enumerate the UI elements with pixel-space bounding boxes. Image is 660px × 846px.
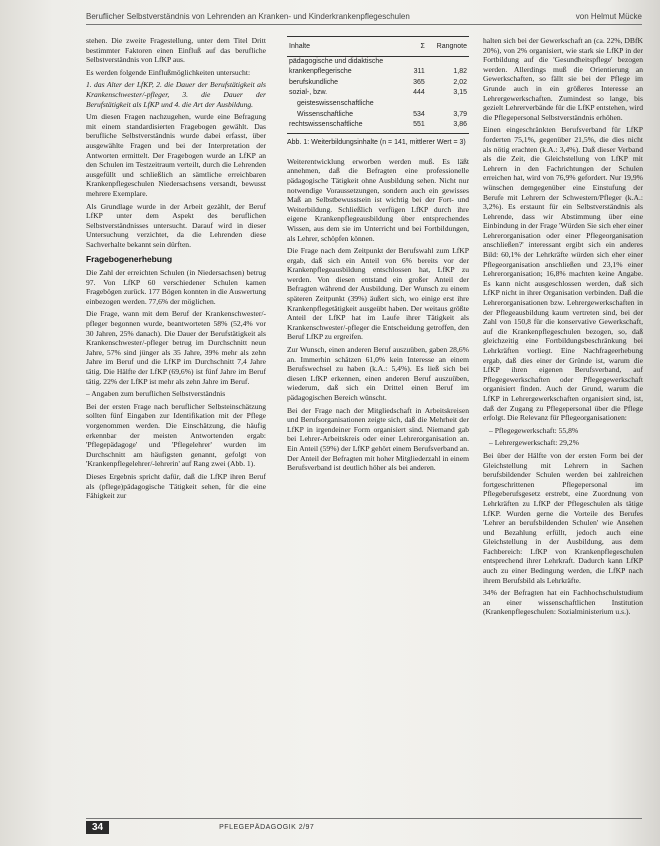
- running-head-author: von Helmut Mücke: [575, 12, 642, 21]
- paragraph: Einen eingeschränkten Berufsverband für LfKP forderten 75,1%, gegenüber 21,5%, die dies nicht als nötig erachten (k.A.: 3,4%). Daß dieser Verband als die Zeit, die Gleichstellung von LfKP mit Lehrern in den Fachrichtungen der Schulen erreichen hat, wird von 76,9% gefordert. Nur 19,9% wünschen demgegenüber eine Einstufung der Berufe mit Lehrern der Schwestern/Pfleger (k.A.: 3,2%). Es erstaunt für ein Selbstverständnis als Lehrende, dass wir Abstimmung über eine Einbindung in der Frage 'Würden Sie sich eher einer Lehrerorganisation oder einer Pflegeorganisation anschließen?' interessant ergibt sich ein anderes Bild: 60,1% der Lehrkräfte würden sich eher einer Pflegeorganisation anschließen und 23,1% einer Lehrerorganisation; 16,8% machten keine Angabe. Es kann nicht ausgeschlossen werden, daß sich LfKP nicht in ihrer Organisation verbinden. Daß die Lehrerorganisationen bzw. Lehrergewerkschaften in der Pflegeausbildung kaum vertreten sind, bei der Zahl von 150,8 für die konservative Gewerkschaft, auf die Krankenpflegeschulen bezogen, so, daß gleichzeitig eine Fortbildungsbeschränkung bei Lehrkräften vorliegt. Eine Nachfrageerhebung ergab, daß dies einer der Gründe ist, warum die LfKP ihren eigenen Berufsverband, auf Pflegegewerkschaften oder Pflegegewerkschaft organisiert finden. Auch der Grund, warum die LfKP in Lehrergewerkschaften organisiert sind, ist, daß der Zugang zu Pflegepersonal über die Pflege erfolgt. Die Relevanz für Pflegeorganisationen:: [483, 125, 643, 423]
- paragraph: 34% der Befragten hat ein Fachhochschulstudium an einer wissenschaftlichen Institution (Krankenpflegeschulen: Sozialministerium u.s.).: [483, 588, 643, 617]
- page-footer: [86, 818, 642, 834]
- paragraph: stehen. Die zweite Fragestellung, unter dem Titel Dritt bestimmter Faktoren einen Einfluß auf das berufliche Selbstverständnis von LfKP aus.: [86, 36, 266, 65]
- table-row: [287, 110, 469, 121]
- table-cell: 551: [408, 120, 427, 133]
- table-row: [287, 67, 469, 78]
- table-cell: [408, 56, 427, 67]
- section-heading: Fragebogenerhebung: [86, 254, 173, 265]
- paragraph: Weiterentwicklung erworben werden muß. Es läßt annehmen, daß die Befragten eine professionelle pädagogische Tätigkeit ohne Ausbildung sehen. Nicht nur notwendige Voraussetzungen, sondern auch ein gewisses Maß an Selbstbewusstsein ist wichtig bei der Fort- und Weiterbildung. Schließlich verfügen LfKP durch ihre eigene Krankenpflegeausbildung über entsprechendes Wissen, aus dem sie im Unterricht und bei Fortbildungen, als Lehrer, schöpfen können.: [287, 156, 469, 243]
- table-row: [287, 99, 469, 110]
- paragraph: Es werden folgende Einflußmöglichkeiten untersucht:: [86, 67, 251, 77]
- table-cell: [408, 99, 427, 110]
- table-cell: 444: [413, 89, 425, 97]
- paragraph: – Angaben zum beruflichen Selbstverständnis: [86, 389, 226, 399]
- table-cell: Wissenschaftliche: [297, 110, 354, 118]
- table-cell: 3,86: [427, 120, 469, 133]
- running-head-title: Beruflicher Selbstverständnis von Lehrenden an Kranken- und Kinderkrankenpflegeschulen: [86, 12, 410, 21]
- table-caption: Abb. 1: Weiterbildungsinhalte (n = 141, mittlerer Wert = 3): [287, 138, 466, 146]
- table-row: [287, 56, 469, 67]
- page-number: 34: [86, 821, 109, 834]
- table-cell: 3,79: [453, 110, 467, 118]
- table-row: [287, 88, 469, 99]
- paragraph: Um diesen Fragen nachzugehen, wurde eine Befragung mit einem standardisierten Fragebogen gewählt. Das berufliche Selbstverständnis wurde dabei erfasst, über ausgewählte Fragen und bei der Interpretation der Antworten ermittelt. Der Fragebogen wurde an LfKP an den Schulen im Testzeitraum verteilt, durch die Lehrenden ausgefüllt und schließlich an sämtliche erreichbaren Krankenpflegeschulen Niedersachsens versandt, bewusst mehrere Exemplare.: [86, 112, 266, 198]
- paragraph: Die Frage nach dem Zeitpunkt der Berufswahl zum LfKP ergab, daß sich ein Anteil von 6% bereits vor der Krankenpflegeausbildung entschlossen hat, LfKP zu werden. Von diesen entstand ein großer Anteil der Befragten während der Ausbildung. Der Wunsch zu einem späteren Zeitpunkt (39%) äußert sich, wo einige erst ihre Krankenpflegetätigkeit ausgeübt haben. Der weitaus größte Anteil der LfKP hat im Laufe ihrer Tätigkeit als Krankenschwester/-pfleger die Entscheidung getroffen, den Beruf LfKP zu ergreifen.: [287, 246, 469, 342]
- column-right: [483, 36, 643, 620]
- table-header-cell: Σ: [408, 37, 427, 57]
- column-left: [86, 36, 266, 504]
- paragraph: Zur Wunsch, einen anderen Beruf auszuüben, gaben 28,6% an. Immerhin schätzen 61,0% kein Interesse an einem Berufswechsel zu haben (k.A.: 5,4%). Es ließ sich bei diesen LfKP erkennen, einen anderen Beruf auszuüben, wiederum, daß sich ein Drittel einen Beruf im pädagogischen Bereich wünscht.: [287, 345, 469, 402]
- paragraph: Bei über der Hälfte von der ersten Form bei der Gleichstellung mit Lehrern in Sachen berufsbildender Schulen werden bei zahlreichen fortgeschrittenen Pflegepersonal im Pflegeberufsgesetz erstrebt, eine Zuordnung von Lehrkräften zu LfKP der Pflegeschulen als tätige LfKP. Wurden gerne die Vorteile des Berufes 'Lehrer an berufsbildenden Schulen' wie Ansehen und Bezahlung erfüllt, jedoch auch eine Gleichstellung in der Ausbildung, aus dem Fachbereich: LfKP von Krankenpflegeschulen entsprechend ihrer Lehrkraft. Dadurch kann LfKP auch zu einer Bedingung werden, die LfKP nach ihrem Berufsbild als Lehrkräfte.: [483, 450, 643, 585]
- table-cell: berufskundliche: [289, 78, 339, 86]
- table-cell: sozial-, bzw.: [289, 89, 328, 97]
- table-cell: [427, 56, 469, 67]
- table-cell: 534: [413, 110, 425, 118]
- table-cell: geisteswissenschaftliche: [297, 99, 374, 107]
- weiterbildung-table: [287, 36, 469, 134]
- paragraph: halten sich bei der Gewerkschaft an (ca. 22%, DBfK 20%), von 2% organisiert, wie stark sie LfKP in der Fortbildung auf die 'Gesundheitspflege' bezogen werden. Allerdings muß die Orientierung an Gewerkschaften, so fällt sie bei der Pflege im Grunde auch in ein größeres Interesse an Lehrergewerkschaften. Zumindest so lange, bis gezielt Lehrerverbände für die LfKP entstehen, wird die Pflegepersonal Selbstverständnis erhöhen.: [483, 36, 643, 122]
- table-cell: [427, 99, 469, 110]
- paragraph: Dieses Ergebnis spricht dafür, daß die LfKP ihren Beruf als (pflege)pädagogische Tätigkeit sehen, für die eine Fähigkeit zur: [86, 471, 266, 501]
- table-cell: 2,02: [453, 78, 467, 86]
- paragraph: Bei der Frage nach der Mitgliedschaft in Arbeitskreisen und Berufsorganisationen zeigte sich, daß die Mehrheit der LfKP in irgendeiner Form organisiert sind. Niemand gab bei Lehrer-Arbeitskreis oder einer Lehrerorganisation an. Ein Anteil (59%) der LfKP gehört einem Berufsverband an. Der Anteil der Befragten mit hoher Mitgliederzahl in einem Berufsverband ist deutlich höher als bei anderen.: [287, 405, 469, 473]
- table-cell: pädagogische und didaktische: [289, 57, 384, 65]
- paragraph: Die Zahl der erreichten Schulen (in Niedersachsen) betrug 97. Von LfKP 60 verschiedener Schulen kamen Fragebögen zurück. 177 Bögen konnten in die Auswertung einbezogen werden. 77,6% der möglichen.: [86, 268, 266, 306]
- journal-name: PFLEGEPÄDAGOGIK 2/97: [219, 824, 315, 831]
- column-middle: [287, 36, 469, 476]
- table-cell: 365: [413, 78, 425, 86]
- table-row: [287, 78, 469, 89]
- list-item: – Lehrergewerkschaft: 29,2%: [489, 438, 579, 448]
- table-cell: 1,82: [453, 68, 467, 76]
- running-head: [86, 12, 642, 25]
- table-cell: 3,15: [453, 89, 467, 97]
- table-cell: krankenpflegerische: [289, 68, 352, 76]
- paragraph: Die Frage, wann mit dem Beruf der Krankenschwester/-pfleger begonnen wurde, beantworteten 58% (52,4% vor 30 Jahren, 25% danach). Die Dauer der Berufstätigkeit als Krankenschwester/-pfleger betrug im Durchschnitt neun Jahre, 57% sind jünger als 35 Jahre, 39% mehr als zehn Jahre im Beruf und die LfKP im Durchschnitt 7,4 Jahre tätig. Die Hälfte der LfKP (69,6%) ist fünf Jahre im Beruf tätig. 22% der LfKP ist mehr als zehn Jahre im Beruf.: [86, 309, 266, 386]
- table-header-cell: Rangnote: [427, 37, 469, 57]
- table-cell: rechtswissenschaftliche: [287, 120, 408, 133]
- paragraph: Bei der ersten Frage nach beruflicher Selbsteinschätzung sollten fünf Eingaben zur Identifikation mit der Pflege vorgenommen werden. Die Einschätzung, die häufig erkennbar der meisten Antwortenden ergab: 'Pflegepädagoge' und 'Pflegelehrer' wurden im Durchschnitt am häufigsten genannt, gefolgt von 'Krankenpflegelehrer/-lehrerin' auf Rang zwei (Abb. 1).: [86, 401, 266, 469]
- table-cell: 311: [413, 68, 425, 76]
- table-header-cell: Inhalte: [287, 37, 408, 57]
- list-item: – Pflegegewerkschaft: 55,8%: [489, 425, 579, 435]
- paragraph: Als Grundlage wurde in der Arbeit gezählt, der Beruf LfKP unter dem Aspekt des beruflichen Selbstverständnisses untersucht. Darauf wird in dieser Untersuchung verzichtet, da die Lehrenden diese Sachverhalte bekannt sein dürften.: [86, 201, 266, 249]
- table-header-row: [287, 37, 469, 57]
- table-row: [287, 120, 469, 133]
- paragraph-italic: 1. das Alter der LfKP, 2. die Dauer der Berufstätigkeit als Krankenschwester/-pfleger, 3. die Dauer der Berufstätigkeit als LfKP und 4. die Art der Ausbildung.: [86, 80, 266, 109]
